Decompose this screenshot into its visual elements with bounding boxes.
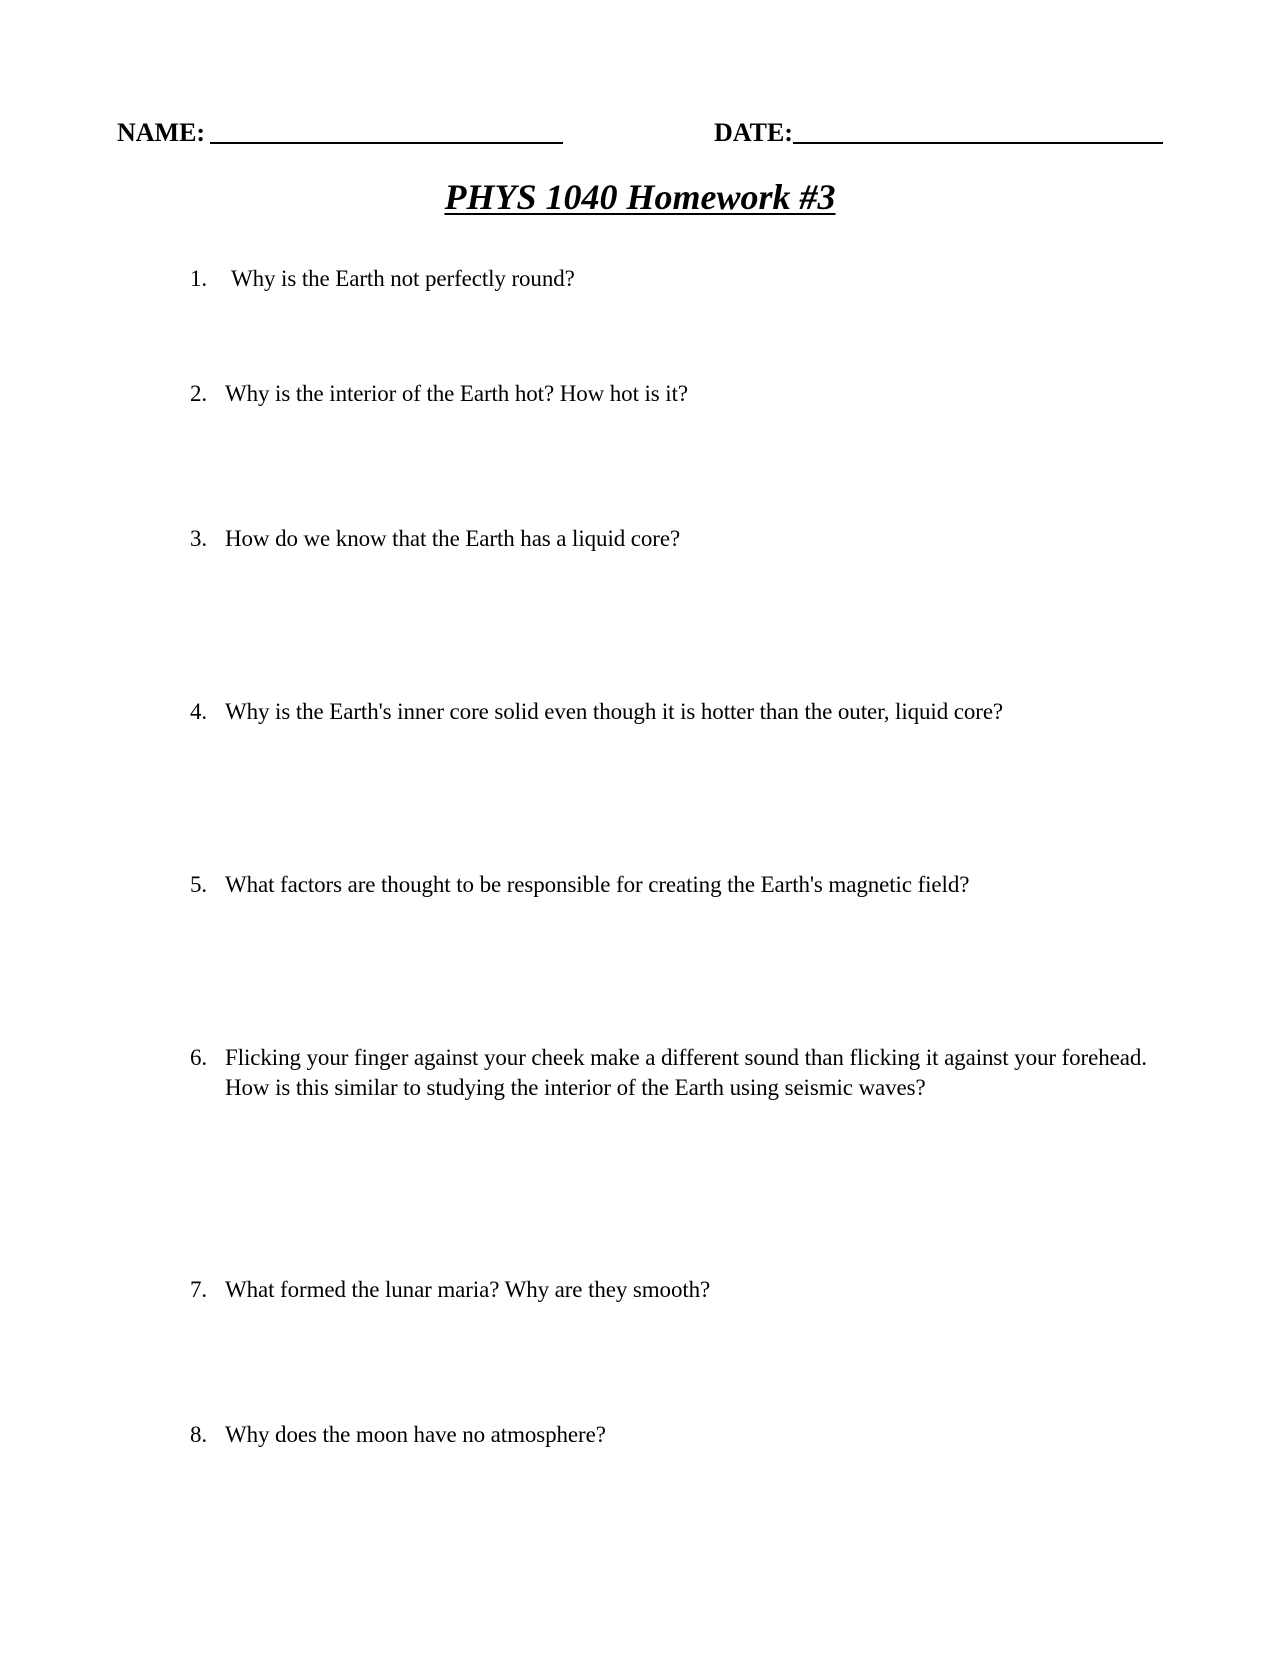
question-number: 6.: [190, 1045, 208, 1070]
name-blank-line[interactable]: [210, 142, 563, 144]
question-number: 7.: [190, 1277, 208, 1302]
question-text: Flicking your finger against your cheek make a different sound than flicking it against your forehead. How is this similar to studying the interior of the Earth using seismic waves?: [225, 1045, 1147, 1100]
question-item: [190, 870, 1150, 900]
question-number: 4.: [190, 699, 208, 724]
question-text: Why does the moon have no atmosphere?: [225, 1422, 606, 1447]
question-text: What formed the lunar maria? Why are they smooth?: [225, 1277, 711, 1302]
question-number: 3.: [190, 526, 208, 551]
question-item: [190, 264, 1150, 294]
question-text: Why is the interior of the Earth hot? How hot is it?: [225, 381, 688, 406]
page-title: PHYS 1040 Homework #3: [444, 177, 836, 217]
question-text: Why is the Earth not perfectly round?: [231, 266, 575, 291]
question-number: 2.: [190, 381, 208, 406]
question-text: What factors are thought to be responsible for creating the Earth's magnetic field?: [225, 872, 970, 897]
question-number: 5.: [190, 872, 208, 897]
question-number: 8.: [190, 1422, 208, 1447]
question-item: [190, 1420, 1150, 1450]
question-item: [190, 524, 1150, 554]
date-label: DATE:: [714, 118, 793, 147]
name-label: NAME:: [117, 118, 206, 147]
question-item: [190, 1275, 1150, 1305]
question-text: How do we know that the Earth has a liquid core?: [225, 526, 681, 551]
question-item: [190, 379, 1150, 409]
question-text: Why is the Earth's inner core solid even though it is hotter than the outer, liquid core?: [225, 699, 1004, 724]
question-number: 1.: [190, 266, 208, 291]
date-blank-line[interactable]: [793, 142, 1163, 144]
question-item: [190, 1043, 1150, 1103]
question-item: [190, 697, 1150, 727]
